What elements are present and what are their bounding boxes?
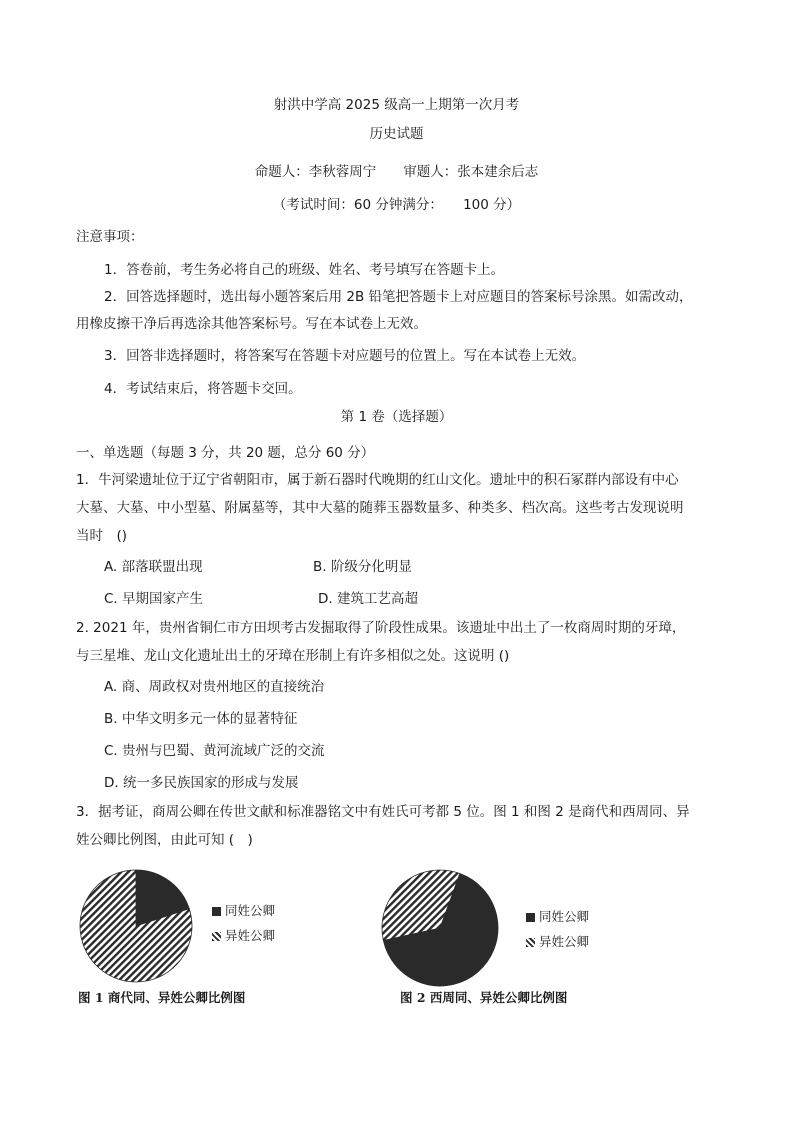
- legend-label: 异姓公卿: [539, 934, 590, 949]
- legend-item-same-surname: [212, 901, 275, 919]
- question-2-line: 与三星堆、龙山文化遗址出土的牙璋在形制上有许多相似之处。这说明 (): [76, 648, 510, 664]
- legend-swatch-solid: [212, 907, 221, 916]
- notice-item: 2．回答选择题时，选出每小题答案后用 2B 铅笔把答题卡上对应题目的答案标号涂黑。如需改动，: [104, 289, 693, 305]
- legend-swatch-solid: [526, 913, 535, 922]
- legend-swatch-hatch: [526, 938, 535, 947]
- legend-label: 同姓公卿: [225, 903, 276, 918]
- legend-item-different-surname: [212, 926, 275, 944]
- notice-item: 用橡皮擦干净后再选涂其他答案标号。写在本试卷上无效。: [76, 316, 427, 332]
- legend-label: 同姓公卿: [539, 909, 590, 924]
- exam-authors: 命题人：李秋蓉周宁 审题人：张本建余后志: [254, 164, 539, 180]
- question-1-option-b: B. 阶级分化明显: [313, 559, 412, 575]
- legend-item-same-surname: [526, 907, 589, 925]
- question-1-line: 当时 (): [76, 528, 128, 544]
- question-1-line: 大墓、大墓、中小型墓、附属墓等，其中大墓的随葬玉器数量多、种类多、档次高。这些考古发现说明: [76, 500, 684, 516]
- legend-item-different-surname: [526, 932, 589, 950]
- legend-label: 异姓公卿: [225, 928, 276, 943]
- question-2-line: 2. 2021 年，贵州省铜仁市方田坝考古发掘取得了阶段性成果。该遗址中出土了一枚商周时期的牙璋，: [76, 620, 686, 636]
- figure-1-caption: 图 1 商代同、异姓公卿比例图: [78, 990, 246, 1005]
- exam-title: 射洪中学高 2025 级高一上期第一次月考: [273, 97, 520, 113]
- question-2-option-b: B. 中华文明多元一体的显著特征: [104, 711, 298, 727]
- volume-heading: 第 1 卷（选择题）: [340, 409, 453, 425]
- notice-item: 3．回答非选择题时，将答案写在答题卡对应题号的位置上。写在本试卷上无效。: [104, 348, 586, 364]
- question-3-line: 3．据考证，商周公卿在传世文献和标准器铭文中有姓氏可考都 5 位。图 1 和图 2 是商代和西周同、异: [76, 804, 690, 820]
- notice-item: 1．答卷前，考生务必将自己的班级、姓名、考号填写在答题卡上。: [104, 262, 505, 278]
- question-2-option-c: C. 贵州与巴蜀、黄河流域广泛的交流: [104, 743, 325, 759]
- figure-2: [376, 862, 706, 1012]
- legend-swatch-hatch: [212, 932, 221, 941]
- question-1-option-c: C. 早期国家产生: [104, 591, 204, 607]
- question-2-option-d: D. 统一多民族国家的形成与发展: [104, 775, 299, 791]
- question-2-option-a: A. 商、周政权对贵州地区的直接统治: [104, 679, 325, 695]
- notice-heading: 注意事项：: [76, 229, 144, 245]
- part-heading: 一、单选题（每题 3 分，共 20 题，总分 60 分）: [76, 445, 375, 461]
- notice-item: 4．考试结束后，将答题卡交回。: [104, 381, 302, 397]
- exam-time-score: （考试时间：60 分钟满分： 100 分）: [272, 197, 521, 213]
- question-1-option-d: D. 建筑工艺高超: [318, 591, 418, 607]
- pie-chart-1: [76, 866, 196, 986]
- question-3-line: 姓公卿比例图，由此可知 ( ): [76, 832, 253, 848]
- question-1-line: 1．牛河梁遗址位于辽宁省朝阳市，属于新石器时代晚期的红山文化。遗址中的积石冢群内部设有中心: [76, 472, 679, 488]
- pie-chart-2: [378, 866, 502, 990]
- figure-2-caption: 图 2 西周同、异姓公卿比例图: [400, 990, 568, 1005]
- exam-subject: 历史试题: [369, 126, 424, 142]
- figure-1: [72, 862, 402, 1012]
- question-1-option-a: A. 部落联盟出现: [104, 559, 203, 575]
